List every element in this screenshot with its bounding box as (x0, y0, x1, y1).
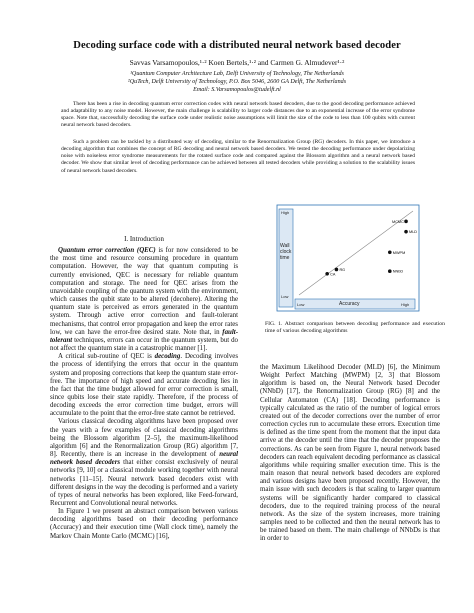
point-label-mcmc: MCMC (392, 219, 404, 224)
y-high-label: High (281, 210, 290, 215)
figure-1-plot (275, 203, 425, 315)
figure-1 (265, 203, 445, 353)
figure-caption: FIG. 1. Abstract comparison between decoding performance and execution time of various decoding algorithms (265, 321, 445, 334)
decoding-term: decoding (154, 353, 181, 361)
point-label-mld: MLD (409, 230, 418, 235)
intro-paragraph-4: In Figure 1 we present an abstract comparison between various decoding algorithms based on their decoding performance (Accuracy) and their execution time (Wall clock time), namely the Markov Chain Monte Carlo (MCMC) [16], (50, 508, 238, 540)
intro-paragraph-1: Quantum error correction (QEC) is for now considered to be the most time and resource consuming procedure in quantum computation. However, the way that quantum computing is currently envisioned, QEC is necessary for reliable quantum computation and storage. The need for QEC arises from the unavoidable coupling of the quantum system with the environment, which causes the qubit state to be altered (decohere). Altering the quantum state is perceived as errors generated in the quantum system. Through active error correction and fault-tolerant mechanisms, that control error propagation and keep the error rates low, we can have the error-free desired state. Note that, in fault-tolerant techniques, errors can occur in the quantum system, but do not affect the quantum state in a catastrophic manner [1]. (50, 247, 238, 353)
x-axis-label: Accuracy (339, 301, 360, 307)
point-mwpm (388, 250, 392, 254)
nn-decoders-term: neural network based decoders (50, 451, 238, 467)
affiliation-2: ²QuTech, Delft University of Technology, P.O. Box 5046, 2600 GA Delft, The Netherlands (127, 79, 347, 85)
fault-tolerant-term: fault-tolerant (50, 328, 238, 344)
y-axis-label: Wall clock time (280, 243, 292, 261)
qec-term: Quantum error correction (QEC) (58, 247, 156, 255)
left-column (50, 236, 238, 541)
section-heading: I. Introduction (124, 236, 164, 243)
x-high-label: High (401, 302, 410, 307)
right-column (260, 364, 440, 543)
point-nnbd (388, 269, 392, 273)
point-rg (335, 268, 339, 272)
right-paragraph-1: the Maximum Likelihood Decoder (MLD) [6], the Minimum Weight Perfect Matching (MWPM) [2, 3] that Blossom algorithm is based on, the Neural Network based Decoder (NNbD) [17], the Renormalization Group (RG) [8] and the Cellular Automaton (CA) [18]. Decoding performance is typically calculated as the ratio of the number of logical errors created out of the decoder corrections over the number of error correction cycles run to accumulate these errors. Execution time is defined as the time spent from the moment that the input data arrive at the decoder until the time that the decoder proposes the corrections. As can be seen from Figure 1, neural network based decoders can reach equivalent decoding performance as classical algorithms while requiring smaller execution time. This is the main reason that neural network based decoders are explored and various designs have been proposed recently. However, the main issue with such decoders is that scaling to larger quantum systems will be significantly harder compared to classical decoders, due to the required training process of the neural network. As the size of the system increases, more training samples need to be collected and then the neural network has to be trained based on them. The main challenge of NNbDs is that in order to (260, 364, 440, 543)
intro-paragraph-2: A critical sub-routine of QEC is decoding. Decoding involves the process of identifying the errors that occur in the quantum system and proposing corrections that keep the quantum state error-free. The importance of high speed and accurate decoding lies in the fact that the time budget allowed for error correction is small, since qubits lose their state rapidly. Therefore, if the process of decoding exceeds the error correction time budget, errors will accumulate to the point that the error-free state cannot be retrieved. (50, 353, 239, 418)
x-low-label: Low (297, 302, 305, 307)
point-ca (325, 272, 329, 276)
abstract-paragraph-1: There has been a rise in decoding quantum error correction codes with neural network based decoders, due to the good decoding performance achieved and adaptability to any noise model. However, the main challenge is scalability to larger code distances due to an exponential increase of the error syndrome space. Note that, successfully decoding the surface code under realistic noise assumptions will limit the size of the code to less than 100 qubits with current neural network based decoders. (61, 101, 415, 129)
point-label-nnbd: NNbD (392, 269, 404, 274)
point-mcmc (404, 220, 408, 224)
author-list: Savvas Varsamopoulos,¹·² Koen Bertels,¹·² and Carmen G. Almudever¹·² (129, 58, 345, 67)
author-email: Email: S.Varsamopoulos@tudelft.nl (193, 87, 281, 93)
point-label-mwpm: MWPM (392, 250, 406, 255)
affiliation-1: ¹Quantum Computer Architecture Lab, Delft University of Technology, The Netherlands (130, 71, 344, 77)
point-label-rg: RG (339, 267, 346, 272)
point-mld (404, 230, 408, 234)
intro-paragraph-3: Various classical decoding algorithms have been proposed over the years with a few examples of classical decoding algorithms being the Blossom algorithm [2–5], the maximum-likelihood algorithm [6] and the Renormalization Group (RG) algorithm [7, 8]. Recently, there is an increase in the development of neural network based decoders that either consist exclusively of neural networks [9, 10] or a classical module working together with neural networks [11–15]. Neural network based decoders exist with different designs in the way the decoding is performed and a variety of types of neural networks has been explored, like Feed-forward, Recurrent and Convolutional neural networks. (50, 418, 238, 507)
paper-title: Decoding surface code with a distributed neural network based decoder (73, 40, 401, 51)
point-label-ca: CA (330, 272, 336, 277)
y-low-label: Low (281, 294, 289, 299)
abstract-paragraph-2: Such a problem can be tackled by a distributed way of decoding, similar to the Renormalization Group (RG) decoders. In this paper, we introduce a decoding algorithm that combines the concept of RG decoding and neural network based decoders. We tested the decoding performance under depolarizing noise with noiseless error syndrome measurements for the rotated surface code and compared against the Blossom algorithm and a neural network based decoder. We show that similar level of decoding performance can be achieved between all tested decoders while providing a solution to the scalability issues of neural network based decoders. (61, 139, 415, 174)
